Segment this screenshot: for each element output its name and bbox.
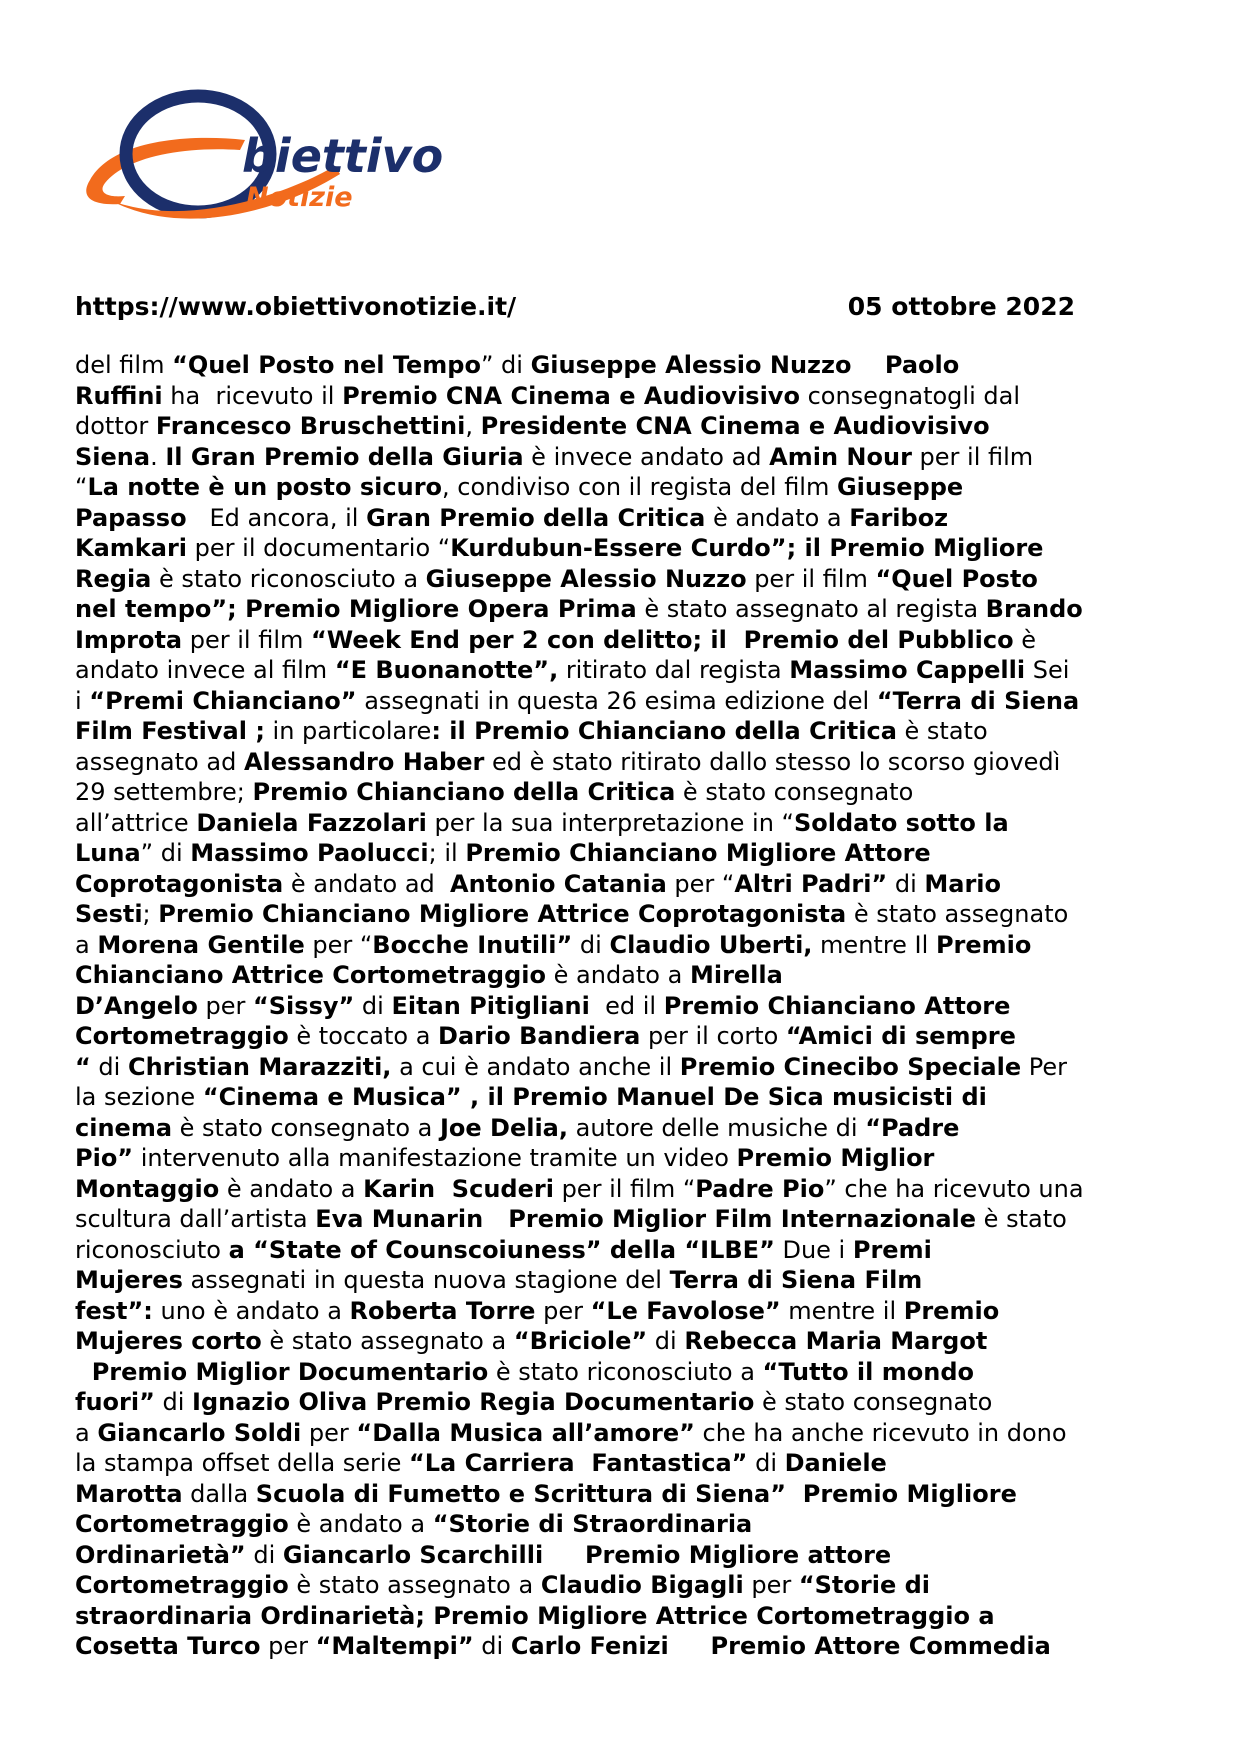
- text-run: ;: [142, 900, 159, 928]
- bold-text: Premio Cinecibo Speciale: [679, 1052, 1022, 1081]
- text-run: ; il: [428, 839, 466, 867]
- bold-text: Pio”: [75, 1144, 134, 1172]
- text-run: è toccato a: [288, 1022, 439, 1050]
- bold-text: Mario: [924, 869, 1002, 898]
- text-run: di: [473, 1632, 511, 1660]
- article-line: [75, 838, 1155, 869]
- bold-text: Premio Miglior Documentario: [75, 1357, 489, 1386]
- text-run: mentre Il: [812, 930, 936, 959]
- obiettivo-notizie-logo[interactable]: [70, 88, 560, 238]
- bold-text: Cortometraggio: [75, 1510, 289, 1538]
- bold-text: Christian Marazziti,: [127, 1052, 392, 1081]
- bold-text: Antonio Catania: [450, 869, 667, 898]
- text-run: ed è stato ritirato dallo stesso lo scorso giovedì: [484, 747, 1061, 776]
- publication-date: 05 ottobre 2022: [847, 292, 1075, 321]
- bold-text: Regia: [75, 564, 152, 593]
- text-run: è invece andato ad: [523, 442, 770, 471]
- text-run: ritirato dal regista: [558, 656, 790, 684]
- bold-text: “: [75, 1052, 91, 1081]
- text-run: ed il: [589, 991, 664, 1020]
- article-line: [75, 960, 1155, 991]
- text-run: dottor: [75, 412, 156, 440]
- bold-text: Fariboz: [849, 503, 949, 532]
- article-line: [75, 533, 1155, 564]
- bold-text: Premio Chianciano Migliore Attrice Coprotagonista: [158, 900, 847, 928]
- text-run: per: [535, 1296, 591, 1325]
- bold-text: Karin Scuderi: [363, 1174, 554, 1203]
- bold-text: “Maltempi”: [315, 1632, 474, 1660]
- text-run: per il film: [746, 564, 876, 593]
- text-run: la sezione: [75, 1083, 203, 1111]
- bold-text: Dario Bandiera: [438, 1022, 641, 1050]
- bold-text: fuori”: [75, 1388, 155, 1416]
- text-run: di: [647, 1327, 685, 1355]
- bold-text: Premio Chianciano Migliore Attore: [465, 839, 931, 867]
- text-run: dalla: [182, 1479, 256, 1508]
- article-line: [75, 747, 1155, 778]
- text-run: è andato a: [705, 503, 850, 532]
- bold-text: Soldato sotto la: [793, 808, 1009, 837]
- bold-text: Roberta Torre: [349, 1296, 536, 1325]
- bold-text: Carlo Fenizi Premio Attore Commedia: [510, 1632, 1051, 1660]
- text-run: è andato a: [546, 961, 690, 989]
- bold-text: Massimo Cappelli: [789, 656, 1026, 684]
- bold-text: Claudio Bigagli: [540, 1571, 744, 1599]
- bold-text: Papasso: [75, 503, 187, 532]
- article-line: [75, 1601, 1155, 1632]
- text-run: per il film: [182, 625, 311, 654]
- bold-text: Premio: [903, 1296, 1000, 1325]
- bold-text: “Premi Chianciano”: [89, 686, 357, 715]
- bold-text: a “State of Counscoiuness” della “ILBE”: [228, 1235, 775, 1264]
- bold-text: Coprotagonista: [75, 869, 284, 898]
- bold-text: Premi: [852, 1235, 932, 1264]
- bold-text: Cortometraggio: [75, 1571, 289, 1599]
- logo-subtitle: Notizie: [246, 182, 353, 213]
- article-body: [75, 350, 1155, 1662]
- article-line: [75, 1235, 1155, 1266]
- bold-text: Amin Nour: [769, 442, 912, 471]
- article-line: [75, 1326, 1155, 1357]
- bold-text: Chianciano Attrice Cortometraggio: [75, 961, 546, 989]
- bold-text: Brando: [985, 595, 1083, 623]
- article-line: [75, 777, 1155, 808]
- bold-text: Premio Miglior: [736, 1144, 935, 1172]
- text-run: a cui è andato anche il: [391, 1052, 680, 1081]
- text-run: di: [354, 991, 392, 1020]
- bold-text: Gran Premio della Critica: [366, 503, 706, 532]
- text-run: è: [1013, 625, 1037, 654]
- text-run: i: [75, 686, 90, 715]
- text-run: la stampa offset della serie: [75, 1449, 409, 1477]
- article-line: [75, 1540, 1155, 1571]
- text-run: all’attrice: [75, 808, 197, 837]
- bold-text: Mirella: [689, 961, 783, 989]
- bold-text: “La Carriera Fantastica”: [408, 1449, 748, 1477]
- bold-text: Giuseppe Alessio Nuzzo: [425, 564, 747, 593]
- bold-text: Giuseppe: [836, 473, 964, 501]
- text-run: per: [197, 991, 253, 1020]
- bold-text: straordinaria Ordinarietà; Premio Migliore Attrice Cortometraggio a: [75, 1601, 995, 1630]
- bold-text: Cortometraggio: [75, 1022, 289, 1050]
- bold-text: Siena: [75, 442, 151, 471]
- bold-text: Sesti: [75, 900, 143, 928]
- article-line: [75, 716, 1155, 747]
- text-run: uno è andato a: [152, 1296, 350, 1325]
- text-run: .: [150, 442, 166, 471]
- bold-text: Premio CNA Cinema e Audiovisivo: [342, 381, 800, 410]
- bold-text: Rebecca Maria Margot: [684, 1327, 988, 1355]
- bold-text: “Storie di: [798, 1571, 930, 1599]
- text-run: Ed ancora, il: [186, 503, 367, 532]
- text-run: riconosciuto: [75, 1235, 229, 1264]
- article-line: [75, 1174, 1155, 1205]
- bold-text: “E Buonanotte”,: [334, 656, 559, 684]
- text-run: è stato assegnato a: [261, 1327, 514, 1355]
- bold-text: Film Festival ;: [75, 717, 265, 745]
- bold-text: “Quel Posto nel Tempo: [172, 351, 481, 379]
- bold-text: Premio: [935, 930, 1032, 959]
- bold-text: Eva Munarin Premio Miglior Film Internazionale: [315, 1205, 977, 1233]
- text-run: per il film: [911, 442, 1034, 471]
- logo-wordmark: biettivo: [242, 129, 444, 183]
- text-run: è stato riconosciuto a: [488, 1357, 763, 1386]
- bold-text: Marotta: [75, 1479, 183, 1508]
- bold-text: Massimo Paolucci: [190, 839, 429, 867]
- text-run: ,: [465, 412, 481, 440]
- bold-text: “Sissy”: [253, 991, 355, 1020]
- article-line: [75, 1113, 1155, 1144]
- bold-text: Eitan Pitigliani: [391, 991, 590, 1020]
- text-run: è andato ad: [283, 869, 451, 898]
- text-run: assegnato ad: [75, 747, 244, 776]
- bold-text: Altri Padri”: [734, 869, 888, 898]
- bold-text: “Le Favolose”: [590, 1296, 781, 1325]
- text-run: in particolare: [264, 717, 432, 745]
- bold-text: Ruffini: [75, 381, 163, 410]
- bold-text: cinema: [75, 1113, 173, 1142]
- document-header: [75, 292, 1095, 324]
- text-run: ” di: [140, 839, 191, 867]
- bold-text: nel tempo”; Premio Migliore Opera Prima: [75, 595, 637, 623]
- article-line: [75, 1509, 1155, 1540]
- article-line: [75, 1570, 1155, 1601]
- article-line: [75, 991, 1155, 1022]
- bold-text: “Cinema e Musica” , il Premio Manuel De Sica musicisti di: [202, 1083, 987, 1111]
- article-line: [75, 442, 1155, 473]
- text-run: è stato riconosciuto a: [151, 564, 426, 593]
- text-run: per “: [666, 869, 735, 898]
- bold-text: Francesco Bruschettini: [155, 412, 466, 440]
- article-line: [75, 1265, 1155, 1296]
- text-run: per: [743, 1571, 799, 1599]
- article-line: [75, 1082, 1155, 1113]
- bold-text: Alessandro Haber: [243, 747, 485, 776]
- bold-text: “Quel Posto: [875, 564, 1038, 593]
- text-run: autore delle musiche di: [567, 1113, 866, 1142]
- text-run: ” che ha ricevuto una: [824, 1174, 1084, 1203]
- text-run: è stato: [976, 1205, 1067, 1233]
- text-run: di: [245, 1540, 283, 1569]
- text-run: , condiviso con il regista del film: [442, 473, 837, 501]
- text-run: è stato consegnato a: [172, 1113, 440, 1142]
- text-run: assegnati in questa 26 esima edizione del: [356, 686, 877, 715]
- text-run: per: [301, 1418, 357, 1447]
- text-run: 29 settembre;: [75, 778, 253, 806]
- article-line: [75, 594, 1155, 625]
- text-run: Sei: [1025, 656, 1070, 684]
- article-line: [75, 472, 1155, 503]
- article-line: [75, 930, 1155, 961]
- article-line: [75, 381, 1155, 412]
- text-run: per il film “: [553, 1174, 696, 1203]
- text-run: è andato a: [219, 1174, 364, 1203]
- text-run: di: [572, 930, 610, 959]
- bold-text: Padre Pio: [695, 1174, 825, 1203]
- text-run: consegnatogli dal: [799, 381, 1020, 410]
- text-run: per la sua interpretazione in “: [426, 808, 794, 837]
- text-run: scultura dall’artista: [75, 1205, 316, 1233]
- article-line: [75, 564, 1155, 595]
- bold-text: Improta: [75, 625, 183, 654]
- bold-text: Terra di Siena Film: [669, 1266, 923, 1294]
- text-run: per: [260, 1632, 316, 1660]
- bold-text: Scuola di Fumetto e Scrittura di Siena” Premio Migliore: [255, 1479, 1017, 1508]
- text-run: è stato assegnato al regista: [636, 595, 986, 623]
- logo-orange-swoosh: [86, 138, 245, 204]
- bold-text: “Week End per 2 con delitto; il Premio del Pubblico: [311, 625, 1014, 654]
- bold-text: Cosetta Turco: [75, 1632, 261, 1660]
- bold-text: Claudio Uberti,: [609, 930, 813, 959]
- bold-text: Premio Chianciano della Critica: [252, 778, 676, 806]
- bold-text: Giuseppe Alessio Nuzzo Paolo: [530, 351, 960, 379]
- article-line: [75, 411, 1155, 442]
- text-run: per il documentario “: [187, 534, 451, 562]
- article-line: [75, 1296, 1155, 1327]
- text-run: è stato assegnato a: [288, 1571, 541, 1599]
- source-url[interactable]: https://www.obiettivonotizie.it/: [75, 292, 517, 321]
- article-line: [75, 1418, 1155, 1449]
- article-line: [75, 899, 1155, 930]
- text-run: Per: [1021, 1052, 1068, 1081]
- bold-text: Morena Gentile: [97, 930, 305, 959]
- text-run: è stato: [896, 717, 988, 745]
- article-line: [75, 1479, 1155, 1510]
- text-run: è stato consegnato: [754, 1388, 993, 1416]
- text-run: di: [887, 869, 925, 898]
- article-line: [75, 1143, 1155, 1174]
- text-run: ” di: [480, 351, 531, 379]
- bold-text: Mujeres corto: [75, 1327, 262, 1355]
- article-line: [75, 1448, 1155, 1479]
- article-line: [75, 808, 1155, 839]
- text-run: ha ricevuto il: [162, 381, 343, 410]
- article-line: [75, 503, 1155, 534]
- text-run: del film: [75, 351, 173, 379]
- bold-text: Montaggio: [75, 1174, 220, 1203]
- text-run: a: [75, 930, 98, 959]
- bold-text: D’Angelo: [75, 991, 198, 1020]
- bold-text: “Terra di Siena: [876, 686, 1080, 715]
- bold-text: Premio Chianciano Attore: [663, 991, 1011, 1020]
- bold-text: Luna: [75, 839, 141, 867]
- bold-text: “Dalla Musica all’amore”: [356, 1418, 695, 1447]
- article-line: [75, 1631, 1155, 1662]
- text-run: assegnati in questa nuova stagione del: [182, 1266, 670, 1294]
- bold-text: Presidente CNA Cinema e Audiovisivo: [480, 412, 990, 440]
- text-run: di: [90, 1052, 128, 1081]
- bold-text: Giancarlo Scarchilli Premio Migliore attore: [282, 1540, 892, 1569]
- text-run: per il corto: [640, 1022, 786, 1050]
- text-run: di: [154, 1388, 193, 1416]
- bold-text: fest”:: [75, 1296, 153, 1325]
- article-line: [75, 350, 1155, 381]
- bold-text: Kamkari: [75, 534, 188, 562]
- bold-text: Giancarlo Soldi: [97, 1418, 302, 1447]
- text-run: di: [747, 1449, 785, 1477]
- article-line: [75, 869, 1155, 900]
- bold-text: Joe Delia,: [439, 1113, 568, 1142]
- text-run: per “: [304, 930, 373, 959]
- article-line: [75, 1021, 1155, 1052]
- bold-text: : il Premio Chianciano della Critica: [431, 717, 897, 745]
- text-run: è andato a: [288, 1510, 433, 1538]
- article-line: [75, 1387, 1155, 1418]
- bold-text: “Tutto il mondo: [762, 1357, 974, 1386]
- bold-text: “Padre: [865, 1113, 960, 1142]
- text-run: “: [75, 473, 88, 501]
- bold-text: La notte è un posto sicuro: [87, 473, 443, 501]
- bold-text: “Amici di sempre: [785, 1022, 1016, 1050]
- article-line: [75, 625, 1155, 656]
- bold-text: “Briciole”: [513, 1327, 648, 1355]
- bold-text: Ignazio Oliva Premio Regia Documentario: [192, 1388, 755, 1416]
- text-run: è stato consegnato: [675, 778, 914, 806]
- bold-text: Kurdubun-Essere Curdo”; il Premio Migliore: [450, 534, 1044, 562]
- text-run: a: [75, 1418, 98, 1447]
- text-run: è stato assegnato: [846, 900, 1069, 928]
- bold-text: Mujeres: [75, 1266, 183, 1294]
- article-line: [75, 1204, 1155, 1235]
- text-run: che ha anche ricevuto in dono: [694, 1418, 1067, 1447]
- text-run: mentre il: [780, 1296, 904, 1325]
- bold-text: Bocche Inutili”: [372, 930, 573, 959]
- article-line: [75, 1357, 1155, 1388]
- text-run: andato invece al film: [75, 656, 335, 684]
- bold-text: Daniela Fazzolari: [196, 808, 427, 837]
- bold-text: Il Gran Premio della Giuria: [165, 442, 524, 471]
- bold-text: Daniele: [784, 1449, 887, 1477]
- bold-text: Ordinarietà”: [75, 1540, 246, 1569]
- text-run: intervenuto alla manifestazione tramite un video: [133, 1144, 737, 1172]
- bold-text: “Storie di Straordinaria: [432, 1510, 753, 1538]
- article-line: [75, 1052, 1155, 1083]
- article-line: [75, 655, 1155, 686]
- article-line: [75, 686, 1155, 717]
- text-run: Due i: [774, 1235, 853, 1264]
